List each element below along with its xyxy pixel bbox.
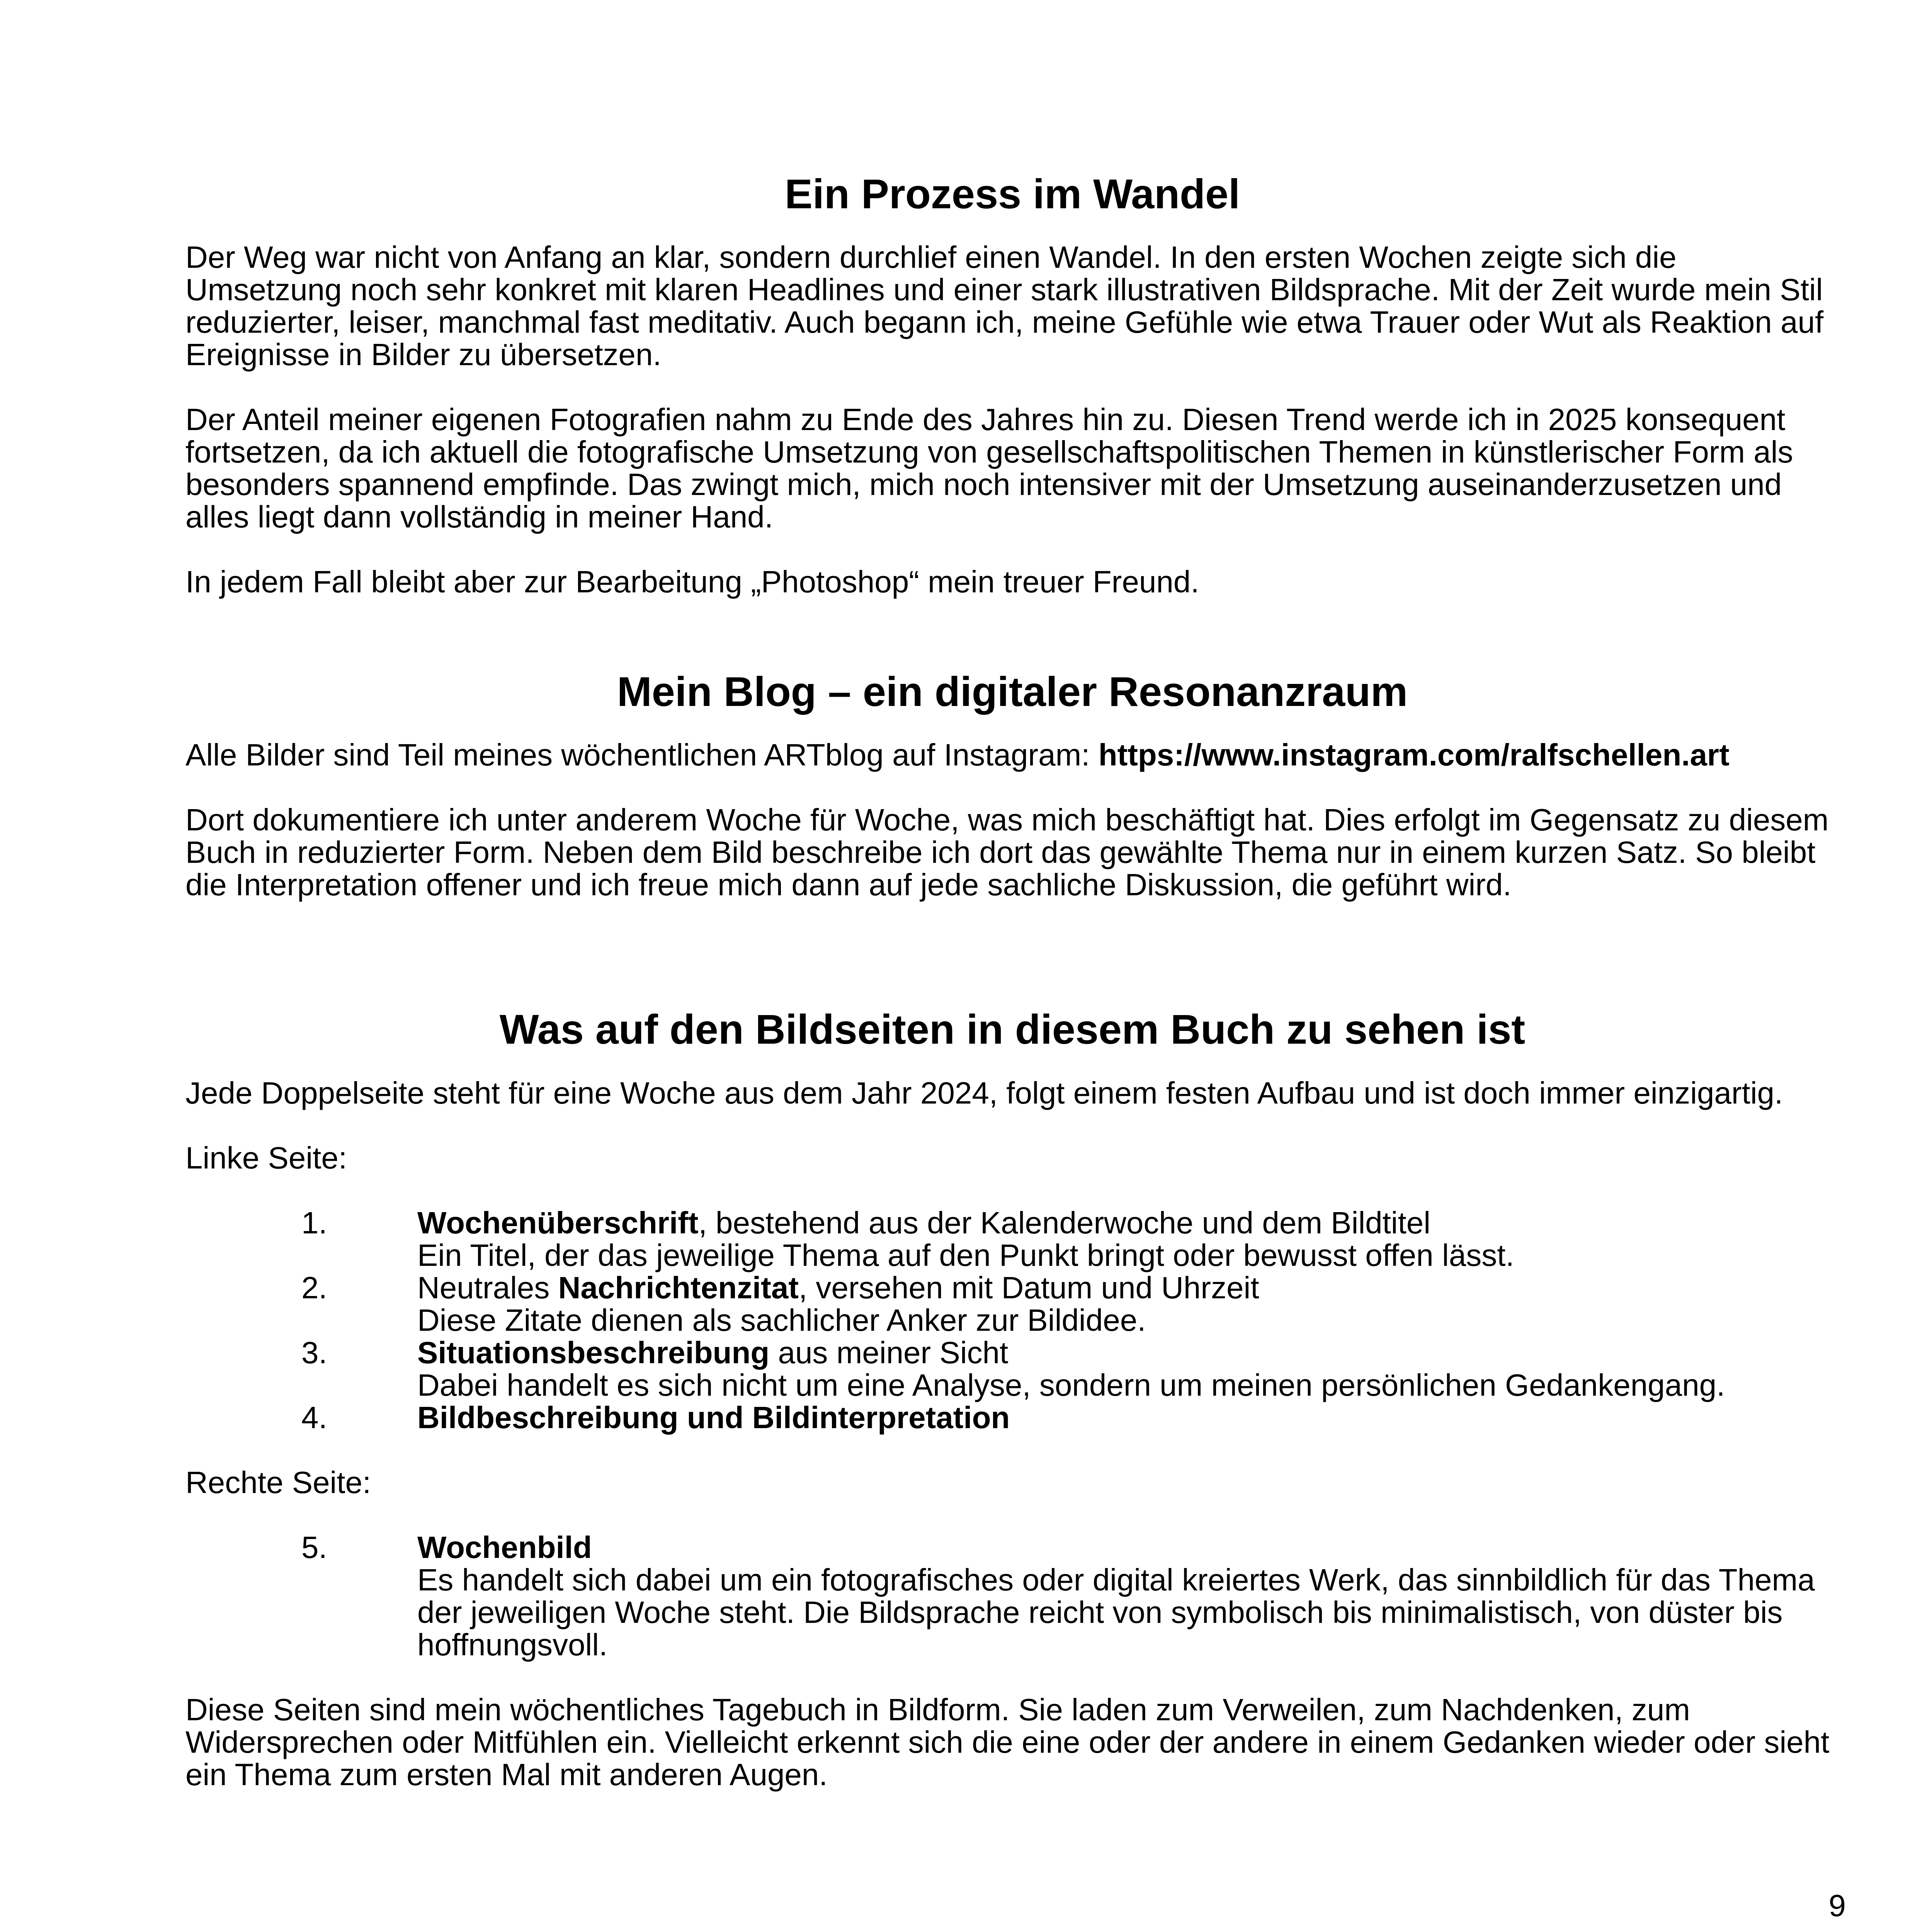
heading-blog: Mein Blog – ein digitaler Resonanzraum bbox=[617, 668, 1408, 715]
section-blog bbox=[185, 668, 1839, 901]
list-item bbox=[185, 1401, 1839, 1434]
list-item-bold: Wochenüberschrift bbox=[417, 1205, 699, 1240]
list-number: 2. bbox=[301, 1270, 327, 1305]
list-number: 1. bbox=[301, 1205, 327, 1240]
list-item-description: Es handelt sich dabei um ein fotografisches oder digital kreiertes Werk, das sinnbildlich für das Thema der jeweiligen Woche steht. Die Bildsprache reicht von symbolisch bis minimalistisch, von düster bis hoffnungsvoll. bbox=[417, 1562, 1815, 1662]
list-item-bold: Bildbeschreibung und Bildinterpretation bbox=[417, 1400, 1010, 1435]
list-item-title: Situationsbeschreibung aus meiner Sicht bbox=[417, 1335, 1009, 1370]
closing-paragraph: Diese Seiten sind mein wöchentliches Tagebuch in Bildform. Sie laden zum Verweilen, zum Nachdenken, zum Widersprechen oder Mitfühlen ein. Vielleicht erkennt sich die eine oder der andere in einem Gedanken wieder oder sieht ein Thema zum ersten Mal mit anderen Augen. bbox=[185, 1692, 1830, 1792]
list-item-title bbox=[417, 1401, 1839, 1434]
paragraph: Der Anteil meiner eigenen Fotografien nahm zu Ende des Jahres hin zu. Diesen Trend werde ich in 2025 konsequent fortsetzen, da ich aktuell die fotografische Umsetzung von gesellschaftspolitischen Themen in künstlerischer Form als besonders spannend empfinde. Das zwingt mich, mich noch intensiver mit der Umsetzung auseinanderzusetzen und alles liegt dann vollständig in meiner Hand. bbox=[185, 402, 1793, 534]
list-item-bold: Nachrichtenzitat bbox=[558, 1270, 799, 1305]
paragraph: In jedem Fall bleibt aber zur Bearbeitung „Photoshop“ mein treuer Freund. bbox=[185, 565, 1199, 599]
instagram-link[interactable]: https://www.instagram.com/ralfschellen.art bbox=[1098, 738, 1730, 772]
right-page-label: Rechte Seite: bbox=[185, 1465, 371, 1500]
list-item-title: Wochenüberschrift, bestehend aus der Kalenderwoche und dem Bildtitel bbox=[417, 1205, 1431, 1240]
list-item bbox=[185, 1207, 1839, 1272]
blog-intro bbox=[185, 739, 1839, 771]
paragraph: Der Weg war nicht von Anfang an klar, sondern durchlief einen Wandel. In den ersten Wochen zeigte sich die Umsetzung noch sehr konkret mit klaren Headlines und einer stark illustrativen Bildsprache. Mit der Zeit wurde mein Stil reduzierter, leiser, manchmal fast meditativ. Auch begann ich, meine Gefühle wie etwa Trauer oder Wut als Reaktion auf Ereignisse in Bilder zu übersetzen. bbox=[185, 240, 1824, 372]
page-content bbox=[185, 170, 1839, 1791]
heading-pages: Was auf den Bildseiten in diesem Buch zu sehen ist bbox=[499, 1006, 1526, 1053]
page-number: 9 bbox=[1828, 1888, 1846, 1923]
left-page-label: Linke Seite: bbox=[185, 1140, 347, 1175]
list-item-description: Diese Zitate dienen als sachlicher Anker zur Bildidee. bbox=[417, 1303, 1146, 1337]
heading-process: Ein Prozess im Wandel bbox=[784, 170, 1240, 217]
blog-intro-text: Alle Bilder sind Teil meines wöchentlichen ARTblog auf Instagram: bbox=[185, 738, 1099, 772]
paragraph: Jede Doppelseite steht für eine Woche aus dem Jahr 2024, folgt einem festen Aufbau und ist doch immer einzigartig. bbox=[185, 1075, 1783, 1110]
list-number: 5. bbox=[301, 1530, 327, 1565]
list-item-description: Ein Titel, der das jeweilige Thema auf den Punkt bringt oder bewusst offen lässt. bbox=[417, 1238, 1514, 1272]
section-process bbox=[185, 170, 1839, 598]
list-item-title: Neutrales Nachrichtenzitat, versehen mit Datum und Uhrzeit bbox=[417, 1270, 1259, 1305]
list-item-title bbox=[417, 1531, 1839, 1564]
list-item-description: Dabei handelt es sich nicht um eine Analyse, sondern um meinen persönlichen Gedankengang. bbox=[417, 1367, 1725, 1402]
list-number: 4. bbox=[301, 1400, 327, 1435]
list-item-bold: Wochenbild bbox=[417, 1530, 592, 1565]
list-item-bold: Situationsbeschreibung bbox=[417, 1335, 770, 1370]
list-item bbox=[185, 1337, 1839, 1401]
right-page-list bbox=[185, 1531, 1839, 1661]
paragraph: Dort dokumentiere ich unter anderem Woche für Woche, was mich beschäftigt hat. Dies erfolgt im Gegensatz zu diesem Buch in reduzierter Form. Neben dem Bild beschreibe ich dort das gewählte Thema nur in einem kurzen Satz. So bleibt die Interpretation offener und ich freue mich dann auf jede sachliche Diskussion, die geführt wird. bbox=[185, 803, 1829, 902]
section-pages bbox=[185, 1005, 1839, 1791]
list-item bbox=[185, 1531, 1839, 1661]
list-item bbox=[185, 1272, 1839, 1337]
list-number: 3. bbox=[301, 1335, 327, 1370]
left-page-list bbox=[185, 1207, 1839, 1434]
